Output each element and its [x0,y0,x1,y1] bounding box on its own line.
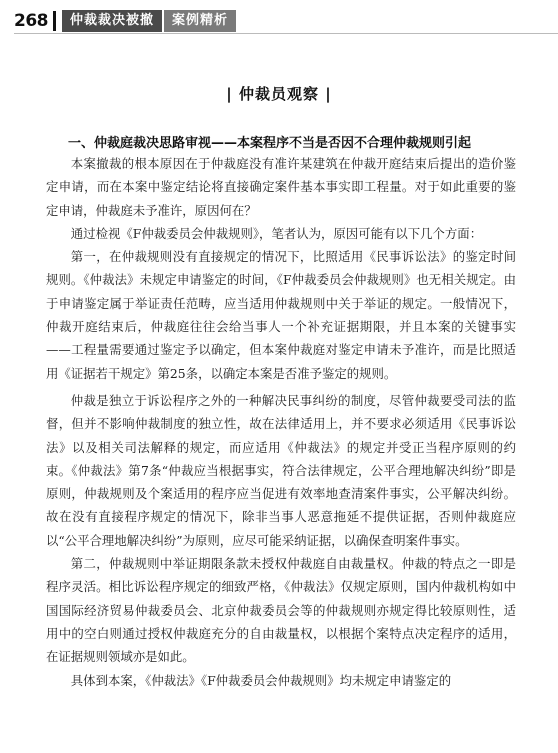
running-header [14,10,236,32]
section-title: | 仲裁员观察 | [226,85,332,103]
header-rule [14,33,558,34]
paragraph: 第一，在仲裁规则没有直接规定的情况下，比照适用《民事诉讼法》的鉴定时间规则。《仲裁法》未规定申请鉴定的时间，《F仲裁委员会仲裁规则》也无相关规定。由于申请鉴定属于举证责任范畴，应当适用仲裁规则中关于举证的规定。一般情况下，仲裁开庭结束后，仲裁庭往往会给当事人一个补充证据期限，并且本案的关键事实——工程量需要通过鉴定予以确定，但本案仲裁庭对鉴定申请未予准许，而是比照适用《证据若干规定》第25条，以确定本案是否准予鉴定的规则。 [46,249,516,381]
header-divider-bar [53,11,56,31]
body-text [46,152,516,692]
series-title: 仲裁裁决被撤 [62,10,162,32]
paragraph: 仲裁是独立于诉讼程序之外的一种解决民事纠纷的制度，尽管仲裁要受司法的监督，但并不影响仲裁制度的独立性，故在法律适用上，并不要求必须适用《民事诉讼法》以及相关司法解释的规定，而应适用《仲裁法》的规定并受正当程序原则的约束。《仲裁法》第7条“仲裁应当根据事实，符合法律规定，公平合理地解决纠纷”即是原则，仲裁规则及个案适用的程序应当促进有效率地查清案件事实，公平解决纠纷。故在没有直接程序规定的情况下，除非当事人恶意拖延不提供证据，否则仲裁庭应以“公平合理地解决纠纷”为原则，应尽可能采纳证据，以确保查明案件事实。 [46,392,516,548]
section-tag: 案例精析 [164,10,236,32]
subheading: 一、仲裁庭裁决思路审视——本案程序不当是否因不合理仲裁规则引起 [68,136,472,151]
paragraph: 通过检视《F仲裁委员会仲裁规则》，笔者认为，原因可能有以下几个方面： [70,225,483,241]
paragraph: 本案撤裁的根本原因在于仲裁庭没有准许某建筑在仲裁开庭结束后提出的造价鉴定申请，而在本案中鉴定结论将直接确定案件基本事实即工程量。对于如此重要的鉴定申请，仲裁庭未予准许，原因何在？ [46,156,516,218]
page-number: 268 [14,11,48,31]
paragraph: 具体到本案，《仲裁法》《F仲裁委员会仲裁规则》均未规定申请鉴定的 [70,672,452,688]
paragraph: 第二，仲裁规则中举证期限条款未授权仲裁庭自由裁量权。仲裁的特点之一即是程序灵活。相比诉讼程序规定的细致严格，《仲裁法》仅规定原则，国内仲裁机构如中国国际经济贸易仲裁委员会、北京仲裁委员会等的仲裁规则亦规定得比较原则性，适用中的空白则通过授权仲裁庭充分的自由裁量权，以根据个案特点决定程序的适用，在证据规则领域亦是如此。 [46,556,516,665]
